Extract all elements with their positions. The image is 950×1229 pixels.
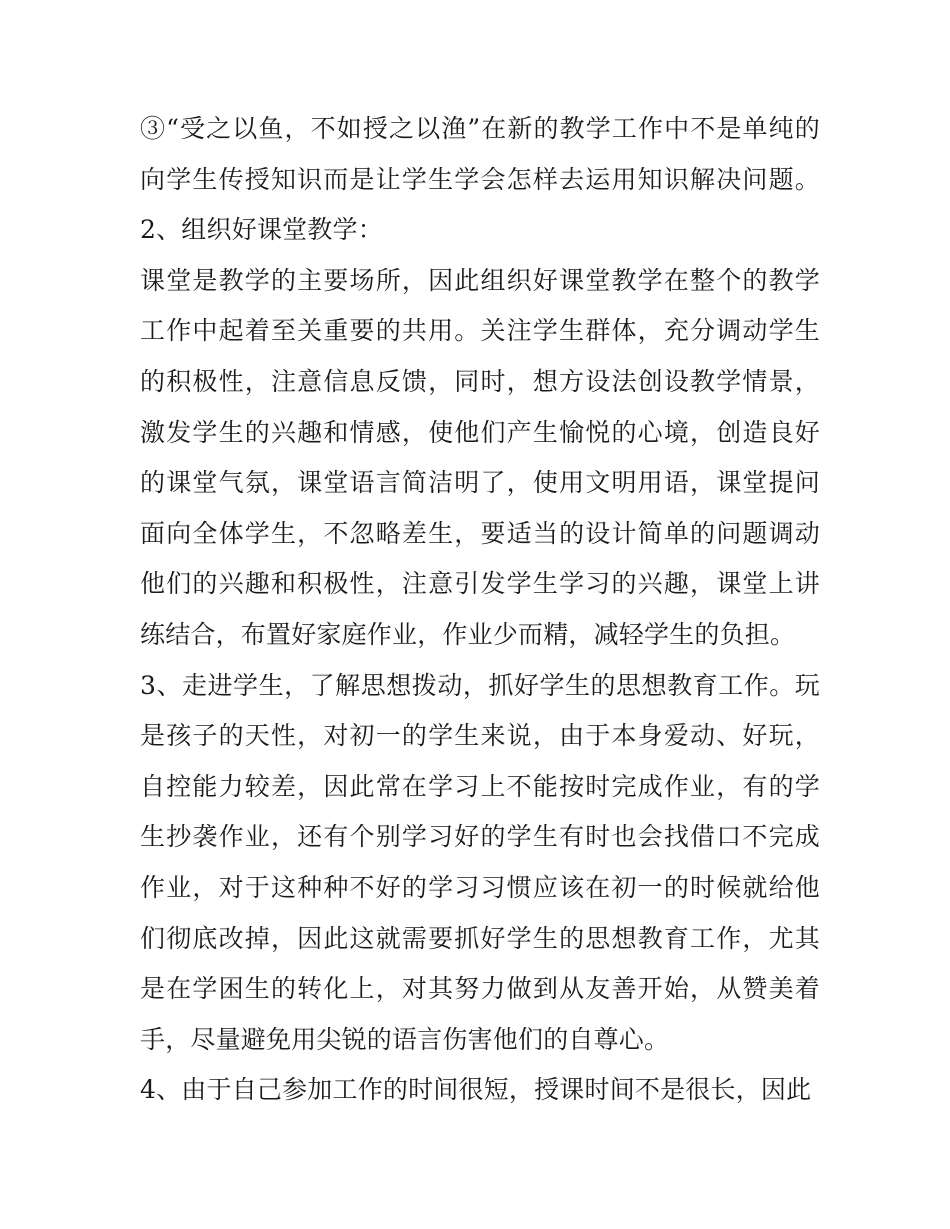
paragraph-classroom-teaching: 课堂是教学的主要场所，因此组织好课堂教学在整个的教学工作中起着至关重要的共用。关注学生群体，充分调动学生的积极性，注意信息反馈，同时，想方设法创设教学情景，激发学生的兴趣和情感，使他们产生愉悦的心境，创造良好的课堂气氛，课堂语言简洁明了，使用文明用语，课堂提问面向全体学生，不忽略差生，要适当的设计简单的问题调动他们的兴趣和积极性，注意引发学生学习的兴趣，课堂上讲练结合，布置好家庭作业，作业少而精，减轻学生的负担。	[140, 265, 820, 649]
paragraph-student-thinking: 3、走进学生，了解思想拨动，抓好学生的思想教育工作。玩是孩子的天性，对初一的学生来说，由于本身爱动、好玩，自控能力较差，因此常在学习上不能按时完成作业，有的学生抄袭作业，还有个别学习好的学生有时也会找借口不完成作业，对于这种种不好的学习习惯应该在初一的时候就给他们彻底改掉，因此这就需要抓好学生的思想教育工作，尤其是在学困生的转化上，对其努力做到从友善开始，从赞美着手，尽量避免用尖锐的语言伤害他们的自尊心。	[140, 670, 820, 1054]
paragraph-teaching-method: ③“受之以鱼，不如授之以渔”在新的教学工作中不是单纯的向学生传授知识而是让学生学会怎样去运用知识解决问题。 2、组织好课堂教学：	[140, 114, 820, 245]
document-body	[140, 104, 820, 1116]
paragraph-work-experience: 4、由于自己参加工作的时间很短，授课时间不是很长，因此	[140, 1075, 812, 1105]
